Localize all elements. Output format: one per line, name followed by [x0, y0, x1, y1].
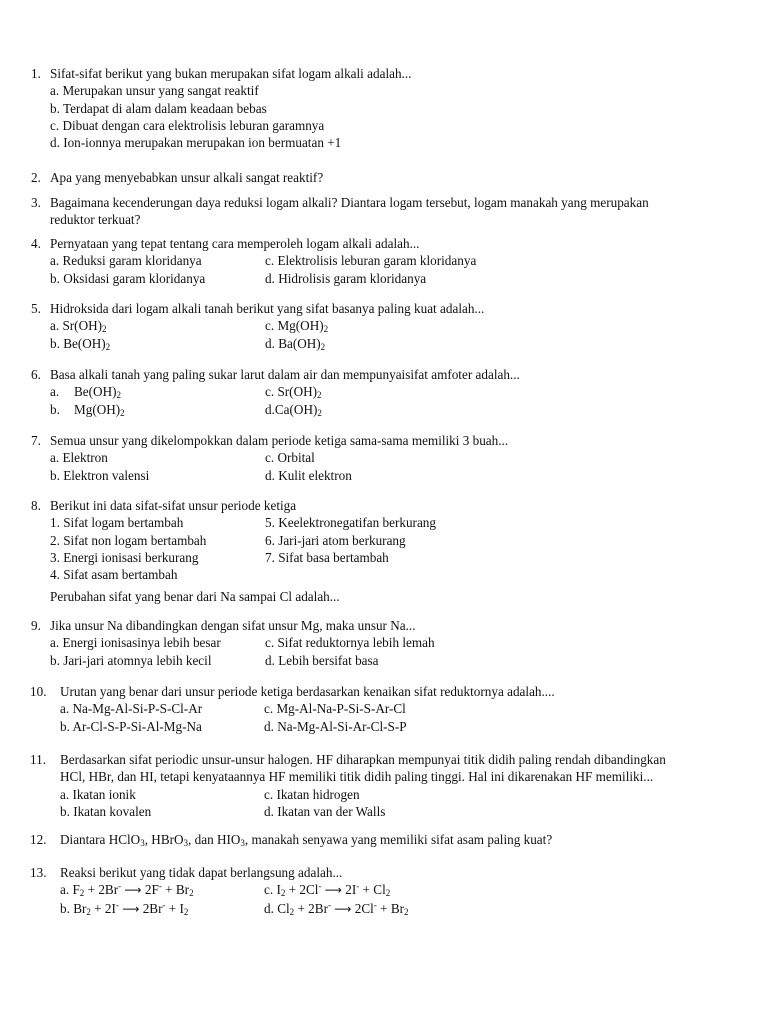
option-d: d. Lebih bersifat basa — [265, 652, 379, 668]
property-item: 7. Sifat basa bertambah — [265, 549, 389, 565]
option-d: d. Ion-ionnya merupakan merupakan ion bermuatan +1 — [50, 135, 342, 151]
option-b: b. $Br_2 + 2I^-$ ⟶ $2Br^- + I_2$ — [60, 900, 189, 918]
option-c: c. Dibuat dengan cara elektrolisis leburan garamnya — [50, 117, 325, 133]
option-b: b. Ar-Cl-S-P-Si-Al-Mg-Na — [60, 718, 202, 734]
option-b: b. Oksidasi garam kloridanya — [50, 270, 206, 286]
property-item: 5. Keelektronegatifan berkurang — [265, 515, 436, 531]
question-number: 8. — [31, 498, 41, 513]
question-6 — [31, 366, 731, 418]
option-a: a. $Be(OH)_2$ — [50, 384, 121, 401]
option-c: c. Sifat reduktornya lebih lemah — [265, 635, 435, 651]
question-text: Basa alkali tanah yang paling sukar larut dalam air dan mempunyaisifat amfoter adalah... — [50, 367, 520, 382]
property-item: 6. Jari-jari atom berkurang — [265, 532, 406, 548]
question-7 — [31, 432, 731, 484]
property-item: 2. Sifat non logam bertambah — [50, 532, 207, 548]
option-d: d. $Cl_2 + 2Br^-$ ⟶ $2Cl^- + Br_2$ — [264, 900, 409, 918]
property-item: 3. Energi ionisasi berkurang — [50, 549, 199, 565]
option-c: c. Ikatan hidrogen — [264, 786, 360, 802]
question-text: Sifat-sifat berikut yang bukan merupakan sifat logam alkali adalah... — [50, 66, 412, 81]
options — [60, 786, 730, 821]
options — [60, 881, 730, 919]
question-text: Apa yang menyebabkan unsur alkali sangat reaktif? — [50, 170, 324, 185]
question-number: 13. — [30, 865, 47, 880]
question-text-line-2: reduktor terkuat? — [50, 212, 141, 228]
question-text: Diantara HClO$_3$, HBrO$_3$, dan $HIO_3$, manakah senyawa yang memiliki sifat asam paling kuat? — [60, 832, 553, 848]
question-number: 11. — [30, 752, 46, 767]
question-12 — [30, 831, 730, 848]
question-number: 7. — [31, 433, 41, 448]
question-number: 4. — [31, 236, 41, 251]
option-a: a. Na-Mg-Al-Si-P-S-Cl-Ar — [60, 701, 203, 717]
question-text-line-1: Bagaimana kecenderungan daya reduksi logam alkali? Diantara logam tersebut, logam manakah yang merupakan — [50, 195, 649, 210]
question-8 — [31, 497, 731, 606]
question-number: 1. — [31, 66, 41, 81]
option-d: d. $Ba(OH)_2$ — [265, 335, 326, 352]
property-list — [50, 514, 731, 583]
question-number: 6. — [31, 367, 41, 382]
option-b: b. Jari-jari atomnya lebih kecil — [50, 652, 212, 668]
reaction-arrow-icon: ⟶ — [122, 902, 140, 917]
options — [60, 700, 730, 735]
question-4 — [31, 235, 731, 287]
question-number: 5. — [31, 301, 41, 316]
option-c: c. Elektrolisis leburan garam kloridanya — [265, 253, 477, 269]
options — [50, 317, 731, 352]
question-text: Pernyataan yang tepat tentang cara memperoleh logam alkali adalah... — [50, 236, 420, 251]
question-follow-up: Perubahan sifat yang benar dari Na sampai Cl adalah... — [50, 589, 340, 605]
question-number: 12. — [30, 832, 47, 847]
option-a: a. Elektron — [50, 450, 108, 466]
question-number: 2. — [31, 170, 41, 185]
option-c: c. $Mg(OH)_2$ — [265, 318, 329, 335]
option-a: a. Ikatan ionik — [60, 786, 136, 802]
property-item: 1. Sifat logam bertambah — [50, 515, 184, 531]
option-a: a. $F_2 + 2Br^-$ ⟶ $2F^- + Br_2$ — [60, 881, 194, 899]
option-b: b. $Be(OH)_2$ — [50, 335, 111, 352]
question-9 — [31, 617, 731, 669]
question-5 — [31, 300, 731, 352]
options — [50, 383, 731, 418]
question-text: Urutan yang benar dari unsur periode ketiga berdasarkan kenaikan sifat reduktornya adalah.... — [60, 684, 555, 699]
option-c: c. $Sr(OH)_2$ — [265, 384, 322, 401]
question-text: Semua unsur yang dikelompokkan dalam periode ketiga sama-sama memiliki 3 buah... — [50, 433, 509, 448]
property-item: 4. Sifat asam bertambah — [50, 567, 178, 583]
option-a: a. Merupakan unsur yang sangat reaktif — [50, 83, 259, 99]
option-d: d. Na-Mg-Al-Si-Ar-Cl-S-P — [264, 718, 407, 734]
option-c: c. Mg-Al-Na-P-Si-S-Ar-Cl — [264, 701, 406, 717]
reaction-arrow-icon: ⟶ — [324, 883, 342, 898]
option-d: d. Kulit elektron — [265, 467, 352, 483]
option-d: $d.Ca(OH)_2$ — [265, 401, 322, 418]
options — [50, 634, 731, 669]
question-13 — [30, 864, 730, 919]
reaction-arrow-icon: ⟶ — [124, 883, 142, 898]
option-a: a. $Sr(OH)_2$ — [50, 318, 107, 335]
options — [50, 252, 731, 287]
question-number: 10. — [30, 684, 47, 699]
option-b: b. $Mg(OH)_2$ — [50, 401, 125, 418]
question-text-line-2: HCl, HBr, dan HI, tetapi kenyataannya HF memiliki titik didih paling tinggi. Hal ini dikarenakan HF memiliki... — [60, 769, 654, 785]
question-text: Reaksi berikut yang tidak dapat berlangsung adalah... — [60, 865, 343, 880]
question-11 — [30, 751, 730, 820]
option-d: d. Ikatan van der Walls — [264, 803, 386, 819]
question-number: 3. — [31, 195, 41, 210]
option-a: a. Energi ionisasinya lebih besar — [50, 635, 221, 651]
question-3 — [31, 194, 731, 229]
question-number: 9. — [31, 618, 41, 633]
question-2 — [31, 169, 731, 186]
question-1 — [31, 65, 731, 151]
question-text: Berikut ini data sifat-sifat unsur periode ketiga — [50, 498, 297, 513]
question-10 — [30, 683, 730, 735]
options — [50, 82, 731, 151]
option-b: b. Elektron valensi — [50, 467, 150, 483]
option-c: c. Orbital — [265, 450, 315, 466]
option-b: b. Ikatan kovalen — [60, 803, 152, 819]
question-text: Hidroksida dari logam alkali tanah berikut yang sifat basanya paling kuat adalah... — [50, 301, 485, 316]
option-c: c. $I_2 + 2Cl^-$ ⟶ $2I^- + Cl_2$ — [264, 881, 391, 899]
reaction-arrow-icon: ⟶ — [334, 902, 352, 917]
question-text-line-1: Berdasarkan sifat periodic unsur-unsur halogen. HF diharapkan mempunyai titik didih paling rendah dibandingkan — [60, 752, 666, 767]
option-d: d. Hidrolisis garam kloridanya — [265, 270, 427, 286]
question-text: Jika unsur Na dibandingkan dengan sifat unsur Mg, maka unsur Na... — [50, 618, 416, 633]
options — [50, 449, 731, 484]
option-b: b. Terdapat di alam dalam keadaan bebas — [50, 100, 267, 116]
option-a: a. Reduksi garam kloridanya — [50, 253, 202, 269]
